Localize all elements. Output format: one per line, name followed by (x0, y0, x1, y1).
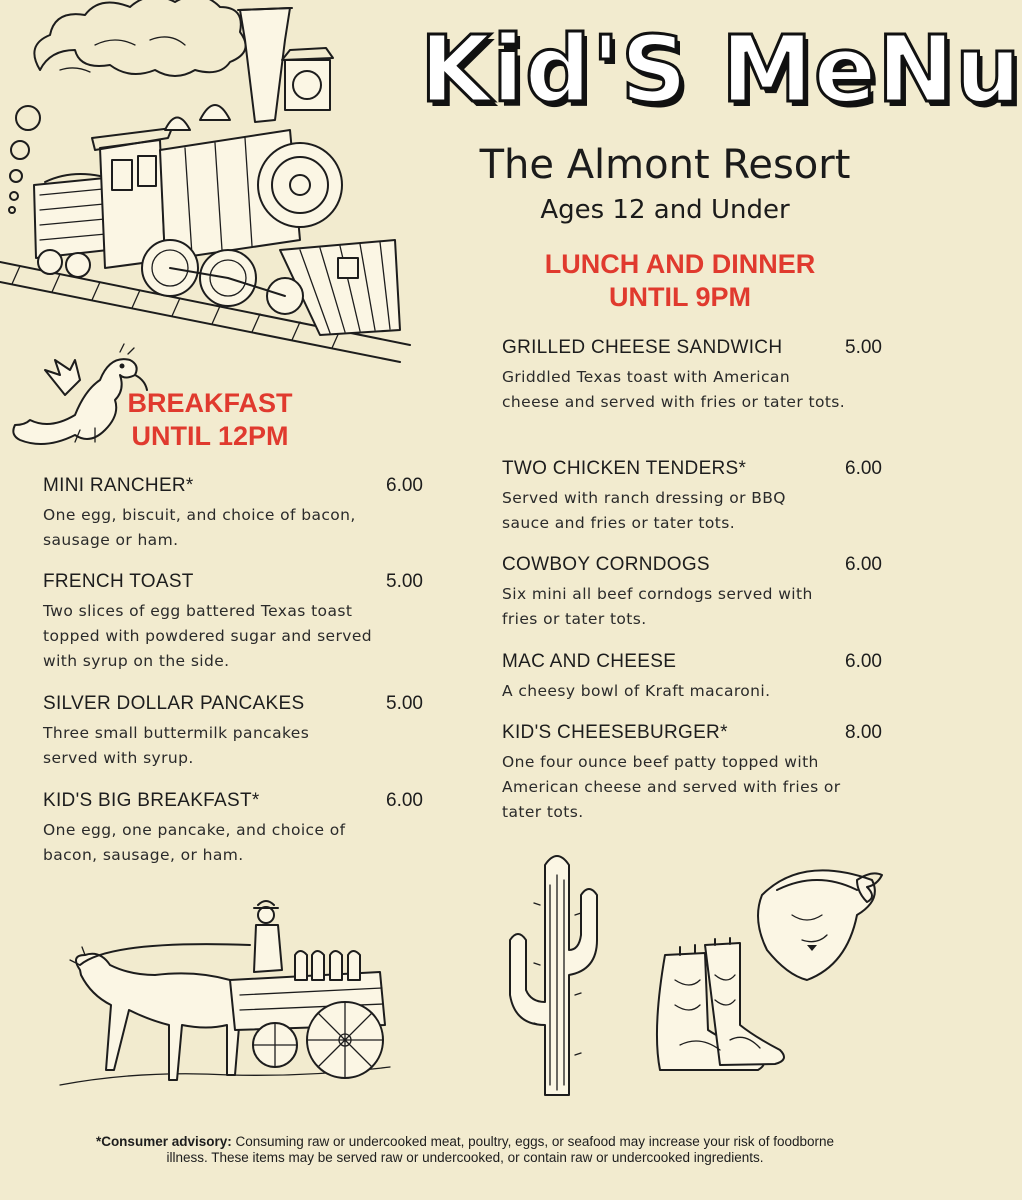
menu-title: Kid'S MeNu (420, 16, 1022, 123)
item-name: COWBOY CORNDOGS (502, 554, 710, 575)
item-description: One egg, one pancake, and choice of bacon, sausage, or ham. (43, 821, 346, 864)
lunch-heading (510, 248, 850, 314)
item-price: 6.00 (386, 475, 423, 496)
item-price: 6.00 (845, 554, 882, 575)
item-price: 6.00 (845, 458, 882, 479)
lunch-heading-line2: UNTIL 9PM (608, 282, 751, 312)
item-price: 6.00 (845, 651, 882, 672)
item-name: SILVER DOLLAR PANCAKES (43, 693, 305, 714)
item-description: One egg, biscuit, and choice of bacon, sausage or ham. (43, 506, 356, 549)
lunch-item (502, 337, 882, 415)
item-name: TWO CHICKEN TENDERS* (502, 458, 747, 479)
lunch-item (502, 554, 882, 632)
breakfast-item (43, 693, 423, 771)
resort-name: The Almont Resort (479, 142, 851, 188)
item-description: Three small buttermilk pancakes served with syrup. (43, 724, 310, 767)
item-description: A cheesy bowl of Kraft macaroni. (502, 682, 771, 700)
item-name: MAC AND CHEESE (502, 651, 677, 672)
breakfast-heading (110, 387, 310, 453)
age-limit: Ages 12 and Under (540, 195, 790, 225)
item-name: KID'S BIG BREAKFAST* (43, 790, 260, 811)
item-price: 6.00 (386, 790, 423, 811)
breakfast-heading-line2: UNTIL 12PM (131, 421, 289, 451)
item-description: One four ounce beef patty topped with American cheese and served with fries or tater tots. (502, 753, 841, 821)
cactus-icon (495, 845, 615, 1115)
item-price: 5.00 (386, 571, 423, 592)
item-description: Griddled Texas toast with American cheese and served with fries or tater tots. (502, 368, 846, 411)
bandana-icon (752, 855, 892, 985)
steam-locomotive-icon (0, 0, 420, 360)
breakfast-item (43, 571, 423, 674)
advisory-text: Consuming raw or undercooked meat, poultry, eggs, or seafood may increase your risk of foodborne illness. These items may be served raw or undercooked, or contain raw or undercooked ingredients. (166, 1134, 835, 1165)
item-description: Two slices of egg battered Texas toast topped with powdered sugar and served with syrup on the side. (43, 602, 373, 670)
item-price: 5.00 (386, 693, 423, 714)
item-name: KID'S CHEESEBURGER* (502, 722, 728, 743)
item-description: Served with ranch dressing or BBQ sauce and fries or tater tots. (502, 489, 786, 532)
item-price: 8.00 (845, 722, 882, 743)
advisory-label: *Consumer advisory: (95, 1134, 232, 1149)
item-name: MINI RANCHER* (43, 475, 194, 496)
item-name: FRENCH TOAST (43, 571, 194, 592)
item-name: GRILLED CHEESE SANDWICH (502, 337, 783, 358)
breakfast-item (43, 790, 423, 868)
lunch-item (502, 458, 882, 536)
breakfast-heading-line1: BREAKFAST (127, 388, 293, 418)
item-description: Six mini all beef corndogs served with fries or tater tots. (502, 585, 813, 628)
item-price: 5.00 (845, 337, 882, 358)
lunch-heading-line1: LUNCH AND DINNER (544, 249, 816, 279)
lunch-item (502, 651, 882, 704)
breakfast-item (43, 475, 423, 553)
horse-cart-icon (60, 900, 400, 1100)
consumer-advisory (80, 1134, 850, 1166)
lunch-item (502, 722, 882, 825)
